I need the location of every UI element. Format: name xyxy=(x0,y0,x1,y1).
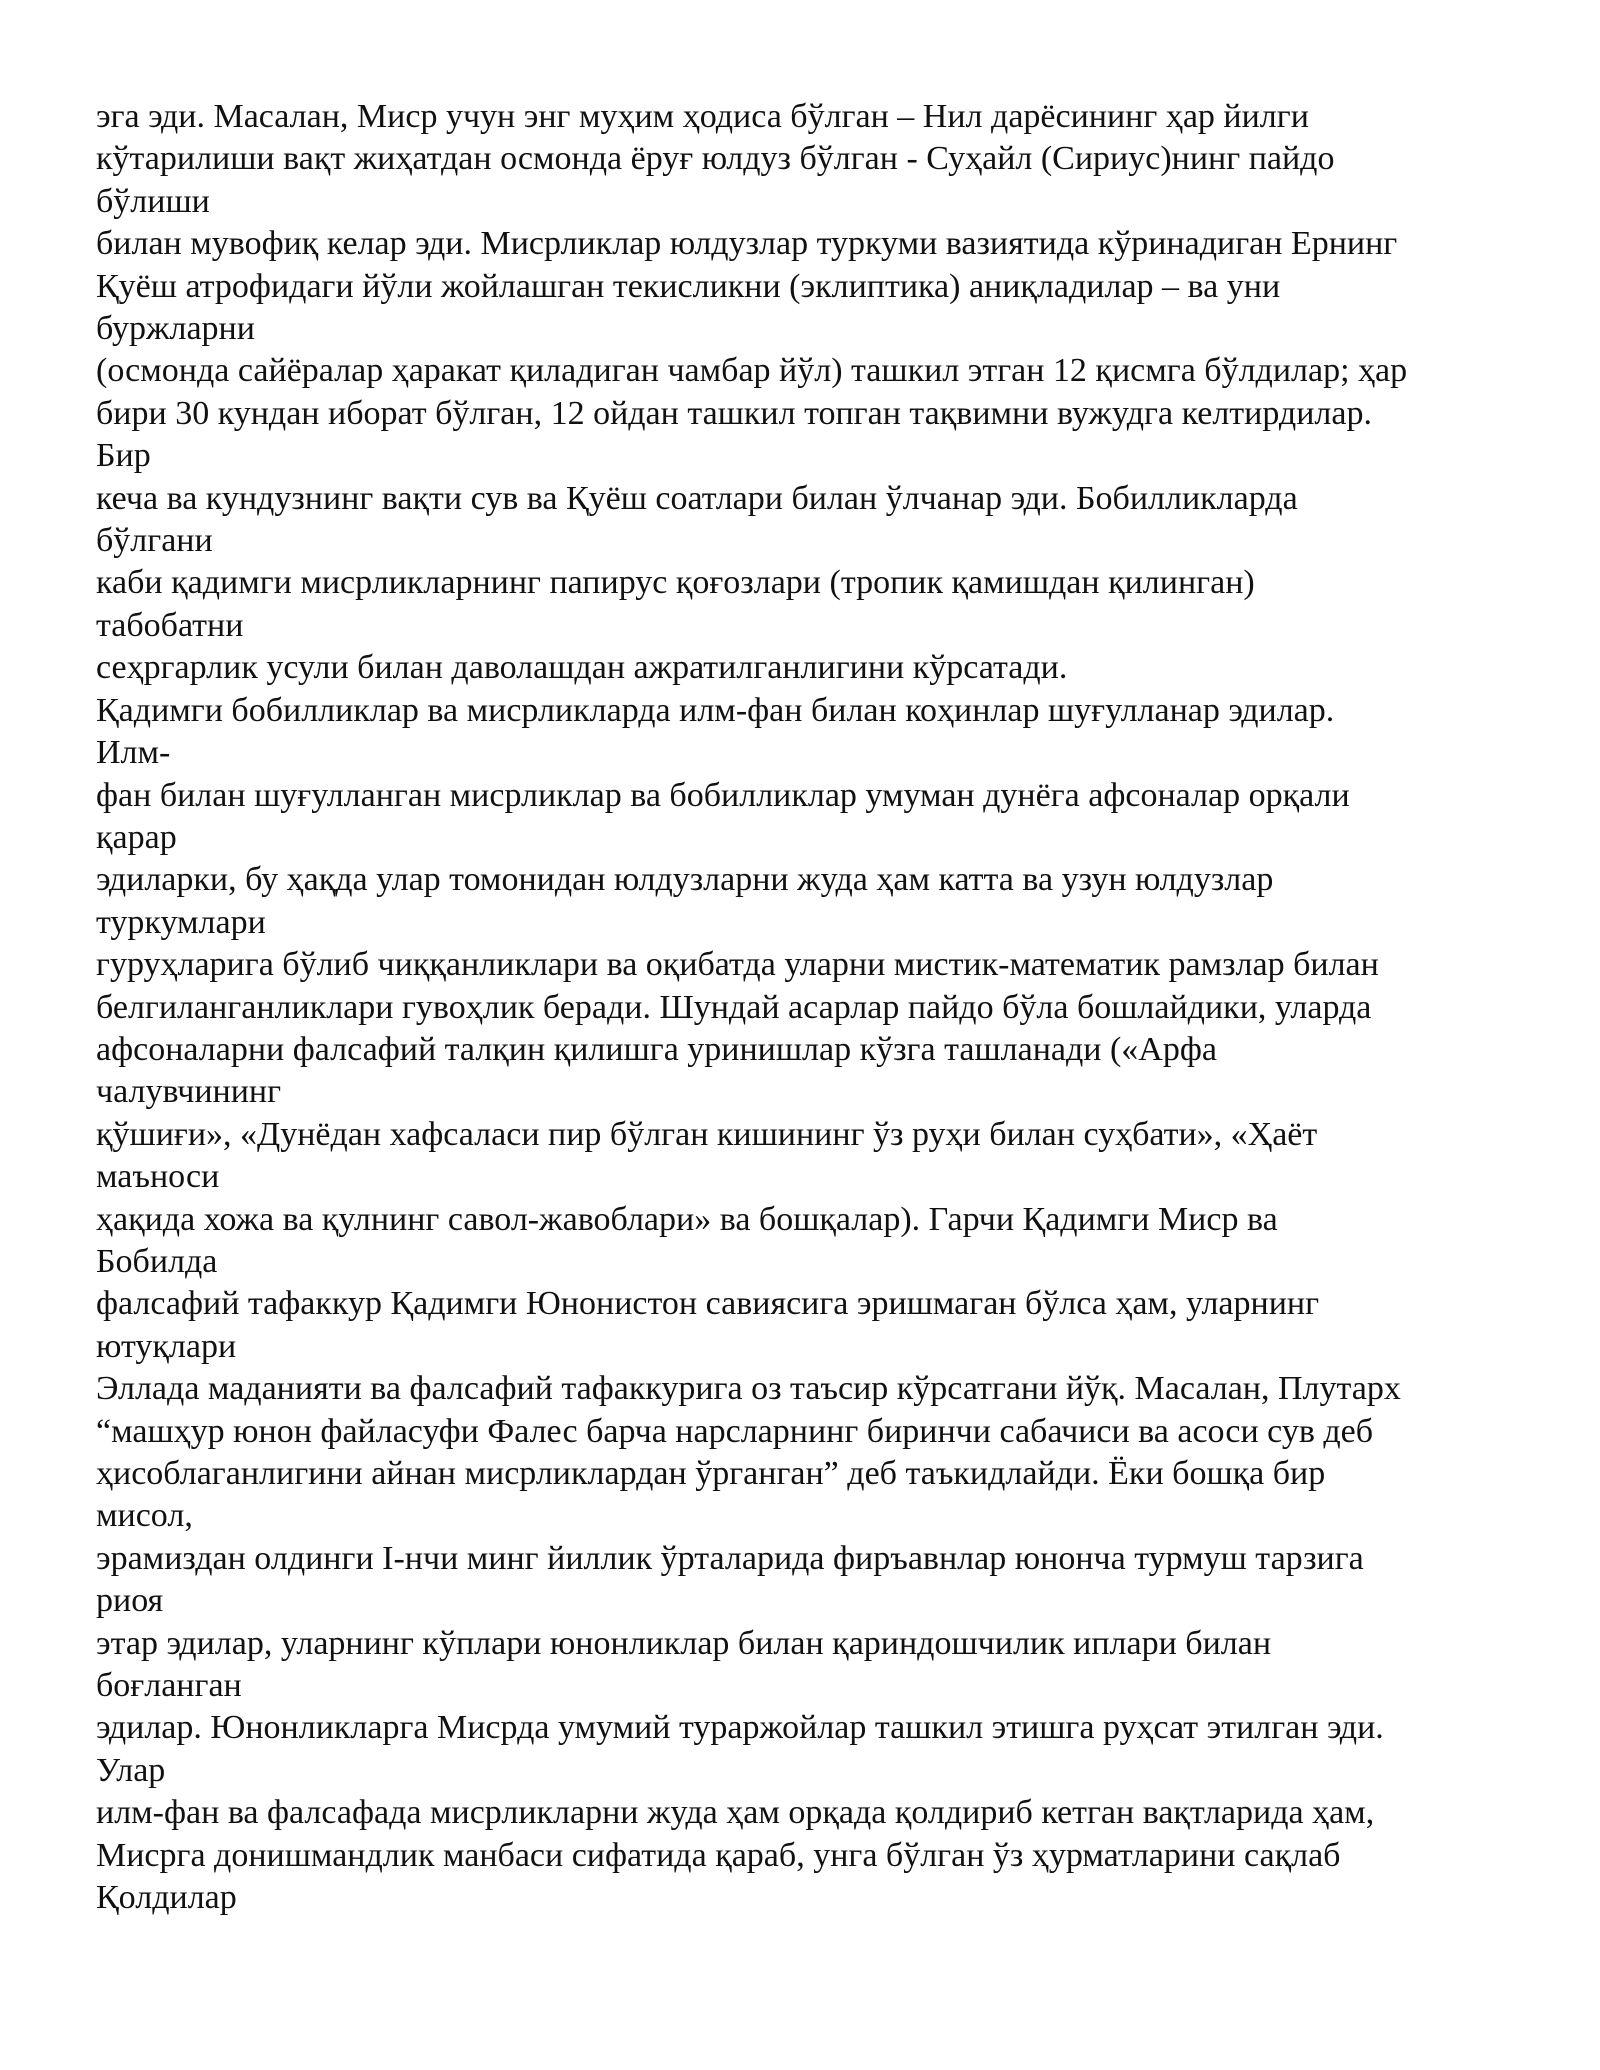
text-line: гуруҳларига бўлиб чиққанликлари ва оқибатда уларни мистик-математик рамзлар билан xyxy=(96,946,1379,984)
text-line: бири 30 кундан иборат бўлган, 12 ойдан ташкил топган тақвимни вужудга келтирдилар. xyxy=(96,394,1372,432)
text-line: (осмонда сайёралар ҳаракат қиладиган чамбар йўл) ташкил этган 12 қисмга бўлдилар; ҳар xyxy=(96,352,1408,390)
text-line: Қуёш атрофидаги йўли жойлашган текисликни (эклиптика) аниқладилар – ва уни xyxy=(96,267,1281,305)
text-line: Мисрга донишмандлик манбаси сифатида қараб, унга бўлган ўз ҳурматларини сақлаб xyxy=(96,1836,1341,1874)
text-line: Бобилда xyxy=(96,1242,218,1280)
text-line: билан мувофиқ келар эди. Мисрликлар юлдузлар туркуми вазиятида кўринадиган Ернинг xyxy=(96,225,1398,263)
text-line: сеҳргарлик усули билан даволашдан ажратилганлигини кўрсатади. xyxy=(96,649,1068,687)
text-line: эдиларки, бу ҳақда улар томонидан юлдузларни жуда ҳам катта ва узун юлдузлар xyxy=(96,861,1274,899)
text-line: каби қадимги мисрликларнинг папирус қоғозлари (тропик қамишдан қилинган) xyxy=(96,564,1255,602)
text-line: ҳисоблаганлигини айнан мисрликлардан ўрганган” деб таъкидлайди. Ёки бошқа бир xyxy=(96,1455,1326,1492)
text-line: ҳақида хожа ва қулнинг савол-жавоблари» ва бошқалар). Гарчи Қадимги Миср ва xyxy=(96,1200,1278,1238)
text-line: илм-фан ва фалсафада мисрликларни жуда ҳам орқада қолдириб кетган вақтларида ҳам, xyxy=(96,1794,1375,1832)
text-line: боғланган xyxy=(96,1667,242,1705)
text-line: бўлгани xyxy=(96,522,213,560)
text-line: “машҳур юнон файласуфи Фалес барча нарсларнинг биринчи сабачиси ва асоси сув деб xyxy=(96,1412,1374,1450)
text-line: ютуқлари xyxy=(96,1327,237,1365)
text-line: белгиланганликлари гувоҳлик беради. Шундай асарлар пайдо бўла бошлайдики, уларда xyxy=(96,988,1372,1026)
text-line: эрамиздан олдинги I-нчи минг йиллик ўрталарида фиръавнлар юнонча турмуш тарзига xyxy=(96,1539,1364,1577)
text-line: кўтарилиши вақт жиҳатдан осмонда ёруғ юлдуз бўлган - Суҳайл (Сириус)нинг пайдо xyxy=(96,140,1335,178)
text-line: эга эди. Масалан, Миср учун энг муҳим ҳодиса бўлган – Нил дарёсининг ҳар йилги xyxy=(96,98,1309,135)
text-line: Улар xyxy=(96,1751,166,1789)
text-line: Эллада маданияти ва фалсафий тафаккурига оз таъсир кўрсатгани йўқ. Масалан, Плутарх xyxy=(96,1370,1401,1408)
text-line: этар эдилар, уларнинг кўплари юнонликлар билан қариндошчилик иплари билан xyxy=(96,1624,1272,1662)
text-line: Илм- xyxy=(96,734,171,772)
text-line: афсоналарни фалсафий талқин қилишга уринишлар кўзга ташланади («Арфа xyxy=(96,1030,1217,1068)
text-line: бўлиши xyxy=(96,182,210,220)
text-line: қўшиғи», «Дунёдан хафсаласи пир бўлган кишининг ўз руҳи билан суҳбати», «Ҳаёт xyxy=(96,1115,1318,1153)
text-line: Бир xyxy=(96,437,151,475)
text-line: Қолдилар xyxy=(96,1879,237,1917)
text-line: буржларни xyxy=(96,310,255,348)
body-text xyxy=(96,96,1556,1919)
text-line: фалсафий тафаккур Қадимги Юнонистон савиясига эришмаган бўлса ҳам, уларнинг xyxy=(96,1285,1320,1323)
text-line: қарар xyxy=(96,818,177,856)
text-line: кеча ва кундузнинг вақти сув ва Қуёш соатлари билан ўлчанар эди. Бобилликларда xyxy=(96,479,1298,517)
text-line: фан билан шуғулланган мисрликлар ва бобилликлар умуман дунёга афсоналар орқали xyxy=(96,776,1350,814)
text-line: туркумлари xyxy=(96,903,266,941)
text-line: мисол, xyxy=(96,1497,193,1535)
text-line: чалувчининг xyxy=(96,1073,282,1111)
text-line: эдилар. Юнонликларга Мисрда умумий тураржойлар ташкил этишга руҳсат этилган эди. xyxy=(96,1709,1384,1747)
text-line: маъноси xyxy=(96,1158,220,1196)
text-line: Қадимги бобилликлар ва мисрликларда илм-фан билан коҳинлар шуғулланар эдилар. xyxy=(96,691,1335,729)
text-line: табобатни xyxy=(96,606,244,644)
text-line: риоя xyxy=(96,1582,164,1620)
